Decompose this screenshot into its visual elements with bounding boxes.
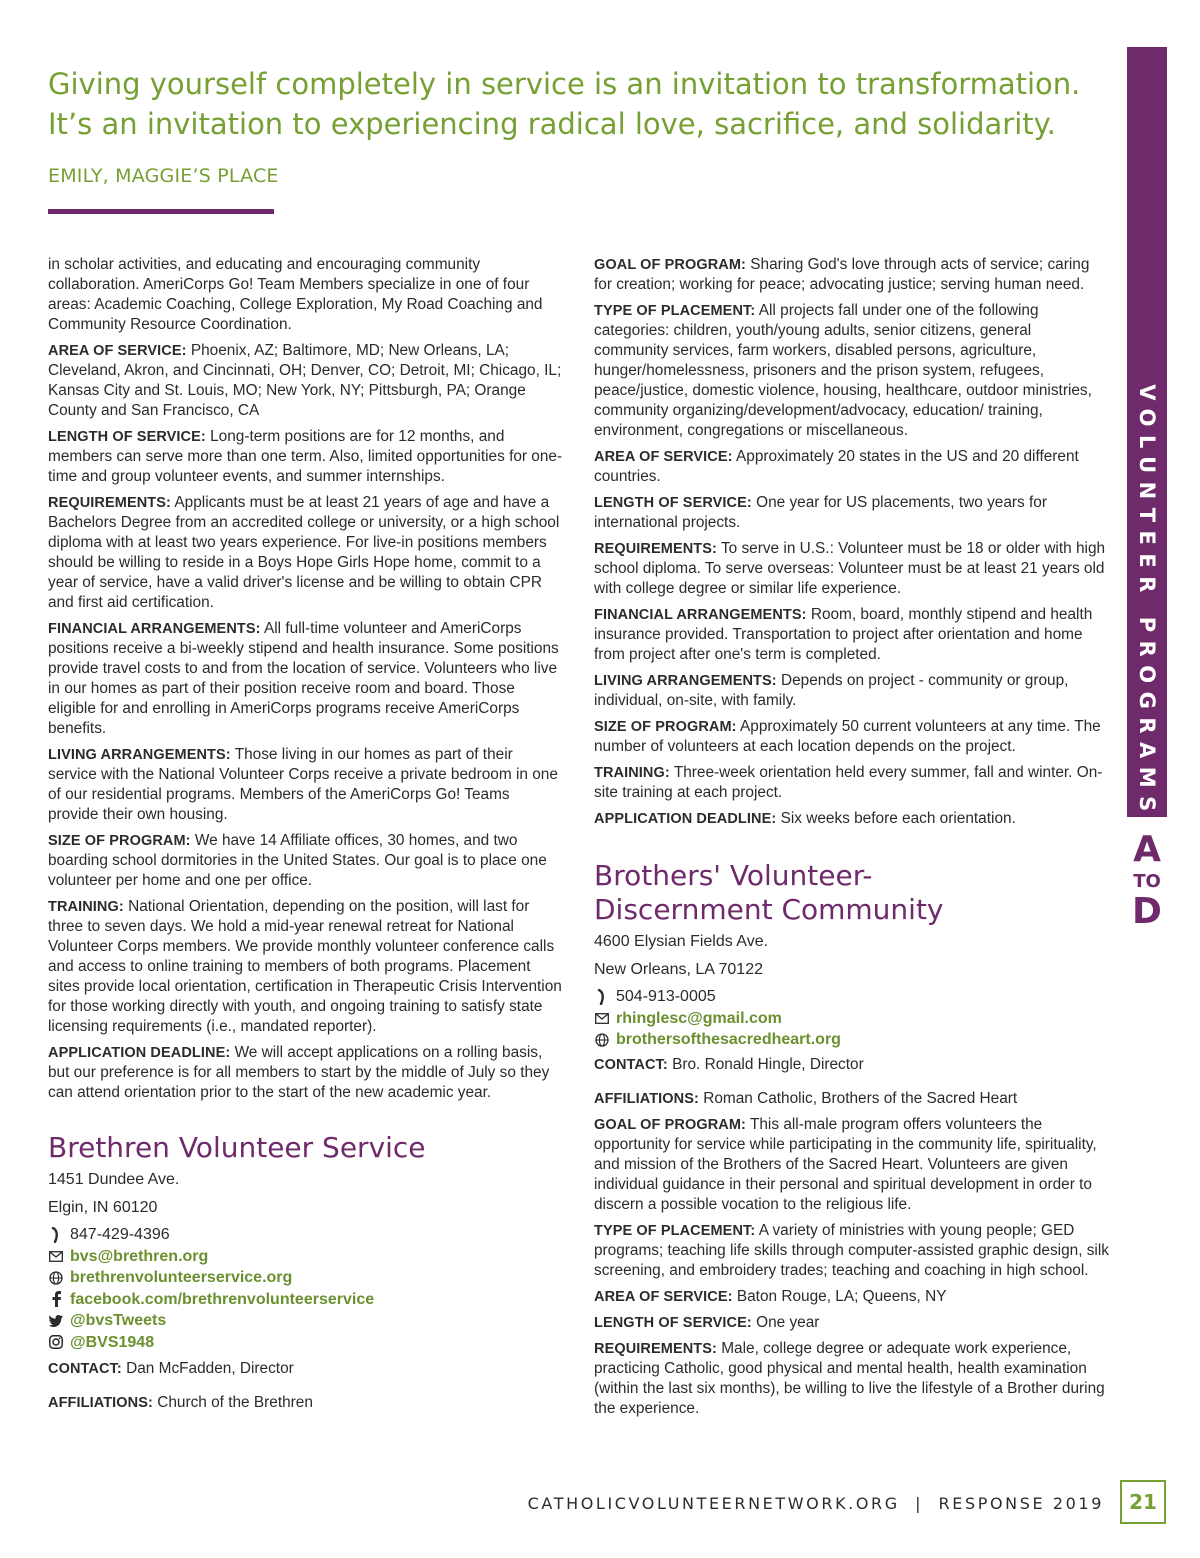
website-url: brothersofthesacredheart.org <box>616 1031 841 1048</box>
field-area-of-service: AREA OF SERVICE: Baton Rouge, LA; Queens, NY <box>594 1287 947 1305</box>
instagram-icon <box>48 1335 64 1349</box>
page-number: 21 <box>1120 1480 1166 1524</box>
org-title-brethren: Brethren Volunteer Service <box>48 1131 426 1164</box>
field-financial-arrangements: FINANCIAL ARRANGEMENTS: Room, board, monthly stipend and health insurance provided. Transportation to project after orientation and home from project after one's term is completed. <box>594 606 1093 663</box>
quote-divider <box>48 209 274 214</box>
email-address: bvs@brethren.org <box>70 1247 209 1265</box>
phone-row[interactable] <box>48 1224 563 1246</box>
field-type-of-placement: TYPE OF PLACEMENT: A variety of ministries with young people; GED programs; teaching life skills through computer-assisted graphic design, silk screening, and embroidery trades; teaching and coaching in high school. <box>594 1221 1109 1279</box>
range-start-letter: A <box>1133 829 1161 870</box>
email-link[interactable] <box>594 1008 1109 1030</box>
address-line-2: New Orleans, LA 70122 <box>594 960 763 978</box>
phone-row[interactable] <box>594 986 1109 1008</box>
field-requirements: REQUIREMENTS: Applicants must be at least 21 years of age and have a Bachelors Degree from an accredited college or university, or a high school diploma with at least two years experience. For live-in positions members should be willing to reside in a Boys Hope Girls Hope home, commit to a year of service, have a valid driver's license and be willing to obtain CPR and first aid certification. <box>48 494 560 611</box>
field-living-arrangements: LIVING ARRANGEMENTS: Those living in our homes as part of their service with the National Volunteer Corps receive a private bedroom in one of our residential programs. Members of the AmeriCorps Go! Teams provide their own housing. <box>48 746 558 823</box>
footer-publication: RESPONSE 2019 <box>938 1494 1104 1513</box>
email-icon <box>48 1251 64 1262</box>
phone-number: 504-913-0005 <box>616 988 716 1005</box>
website-url: brethrenvolunteerservice.org <box>70 1269 293 1286</box>
field-goal-of-program: GOAL OF PROGRAM: This all-male program offers volunteers the opportunity for service while participating in the community life, spirituality, and mission of the Brothers of the Sacred Heart. Volunteers are given individual guidance in their personal and spiritual development in order to discern a possible vocation to the religious life. <box>594 1115 1097 1213</box>
address-line-1: 4600 Elysian Fields Ave. <box>594 933 769 950</box>
twitter-icon <box>48 1315 64 1327</box>
email-link[interactable] <box>48 1246 563 1268</box>
field-size-of-program: SIZE OF PROGRAM: We have 14 Affiliate offices, 30 homes, and two boarding school dormitories in the United States. Our goal is to place one volunteer per home and one per office. <box>48 832 547 889</box>
field-requirements: REQUIREMENTS: Male, college degree or adequate work experience, practicing Catholic, good physical and mental health, health examination (within the last six months), be willing to live the lifestyle of a Brother during the experience. <box>594 1339 1105 1417</box>
facebook-icon <box>48 1291 64 1307</box>
website-link[interactable] <box>48 1267 563 1289</box>
facebook-link[interactable] <box>48 1289 563 1311</box>
field-area-of-service: AREA OF SERVICE: Approximately 20 states in the US and 20 different countries. <box>594 448 1079 485</box>
range-to-label: TO <box>1133 871 1161 892</box>
field-contact: CONTACT: Bro. Ronald Hingle, Director <box>594 1055 864 1073</box>
field-length-of-service: LENGTH OF SERVICE: Long-term positions are for 12 months, and members can serve more than one term. Also, limited opportunities for one-time and group volunteer events, and summer internships. <box>48 428 563 485</box>
page-footer <box>528 1494 1104 1513</box>
field-type-of-placement: TYPE OF PLACEMENT: All projects fall under one of the following categories: children, youth/young adults, senior citizens, general community services, farm workers, disabled persons, agriculture, hunger/homelessness, prisoners and the prison system, refugees, peace/justice, domestic violence, housing, healthcare, outdoor ministries, community organizing/development/advocacy, education/ training, environment, congregations or miscellaneous. <box>594 302 1092 439</box>
field-length-of-service: LENGTH OF SERVICE: One year <box>594 1313 820 1331</box>
field-size-of-program: SIZE OF PROGRAM: Approximately 50 current volunteers at any time. The number of volunteers at each location depends on the project. <box>594 718 1101 755</box>
phone-icon <box>594 989 610 1005</box>
address-line-1: 1451 Dundee Ave. <box>48 1171 180 1188</box>
pull-quote: Giving yourself completely in service is an invitation to transformation. It’s an invitation to experiencing radical love, sacrifice, and solidarity. <box>48 67 1081 141</box>
field-application-deadline: APPLICATION DEADLINE: Six weeks before each orientation. <box>594 810 1016 827</box>
section-tab-label: VOLUNTEER PROGRAMS <box>1135 384 1159 820</box>
twitter-link[interactable] <box>48 1310 563 1332</box>
field-length-of-service: LENGTH OF SERVICE: One year for US placements, two years for international projects. <box>594 494 1047 531</box>
globe-icon <box>48 1271 64 1285</box>
field-living-arrangements: LIVING ARRANGEMENTS: Depends on project - community or group, individual, on-site, with family. <box>594 672 1069 709</box>
field-contact: CONTACT: Dan McFadden, Director <box>48 1360 294 1377</box>
field-training: TRAINING: National Orientation, depending on the position, will last for three to seven days. We hold a mid-year renewal retreat for National Volunteer Corps members. We provide monthly volunteer conference calls and access to online training to members of both programs. Placement sites provide local orientation, certification in Therapeutic Crisis Intervention for those working directly with youth, and ongoing training to satisfy state licensing requirements (i.e., mandated reporter). <box>48 898 562 1035</box>
field-financial-arrangements: FINANCIAL ARRANGEMENTS: All full-time volunteer and AmeriCorps positions receive a bi-weekly stipend and health insurance. Some positions provide travel costs to and from the location of service. Volunteers who live in our homes as part of their position receive room and board. Those eligible for and enrolling in AmeriCorps programs receive AmeriCorps benefits. <box>48 620 559 737</box>
right-column <box>594 255 1109 1425</box>
email-icon <box>594 1013 610 1024</box>
email-address: rhinglesc@gmail.com <box>616 1009 782 1027</box>
range-end-letter: D <box>1132 891 1162 932</box>
field-requirements: REQUIREMENTS: To serve in U.S.: Volunteer must be 18 or older with high school diploma. To serve overseas: Volunteer must be at least 21 years old with college degree or similar life experience. <box>594 540 1106 597</box>
intro-paragraph: in scholar activities, and educating and encouraging community collaboration. AmeriCorps Go! Team Members specialize in one of four areas: Academic Coaching, College Exploration, My Road Coaching and Community Resource Coordination. <box>48 256 543 333</box>
field-affiliations: AFFILIATIONS: Roman Catholic, Brothers of the Sacred Heart <box>594 1089 1018 1107</box>
left-column <box>48 255 563 1419</box>
field-application-deadline: APPLICATION DEADLINE: We will accept applications on a rolling basis, but our preference is for all members to start by the middle of July so they can attend orientation prior to the start of the new academic year. <box>48 1044 550 1101</box>
footer-site: CATHOLICVOLUNTEERNETWORK.ORG <box>527 1494 900 1513</box>
quote-attribution: EMILY, MAGGIE’S PLACE <box>48 165 279 187</box>
field-affiliations: AFFILIATIONS: Church of the Brethren <box>48 1394 313 1411</box>
twitter-handle: @bvsTweets <box>70 1312 167 1329</box>
field-area-of-service: AREA OF SERVICE: Phoenix, AZ; Baltimore, MD; New Orleans, LA; Cleveland, Akron, and Cincinnati, OH; Denver, CO; Detroit, MI; Chicago, IL; Kansas City and St. Louis, MO; New York, NY; Pittsburgh, PA; Orange County and San Francisco, CA <box>48 342 562 419</box>
facebook-url: facebook.com/brethrenvolunteerservice <box>70 1290 375 1308</box>
phone-icon <box>48 1227 64 1243</box>
instagram-handle: @BVS1948 <box>70 1333 155 1351</box>
field-training: TRAINING: Three-week orientation held every summer, fall and winter. On-site training at each project. <box>594 764 1103 801</box>
field-goal-of-program: GOAL OF PROGRAM: Sharing God's love through acts of service; caring for creation; working for peace; advocating justice; serving human need. <box>594 256 1090 293</box>
website-link[interactable] <box>594 1029 1109 1051</box>
globe-icon <box>594 1033 610 1047</box>
phone-number: 847-429-4396 <box>70 1226 170 1243</box>
address-line-2: Elgin, IN 60120 <box>48 1198 158 1216</box>
footer-separator: | <box>915 1494 924 1513</box>
org-title-brothers: Brothers' Volunteer-Discernment Community <box>594 859 944 926</box>
instagram-link[interactable] <box>48 1332 563 1354</box>
